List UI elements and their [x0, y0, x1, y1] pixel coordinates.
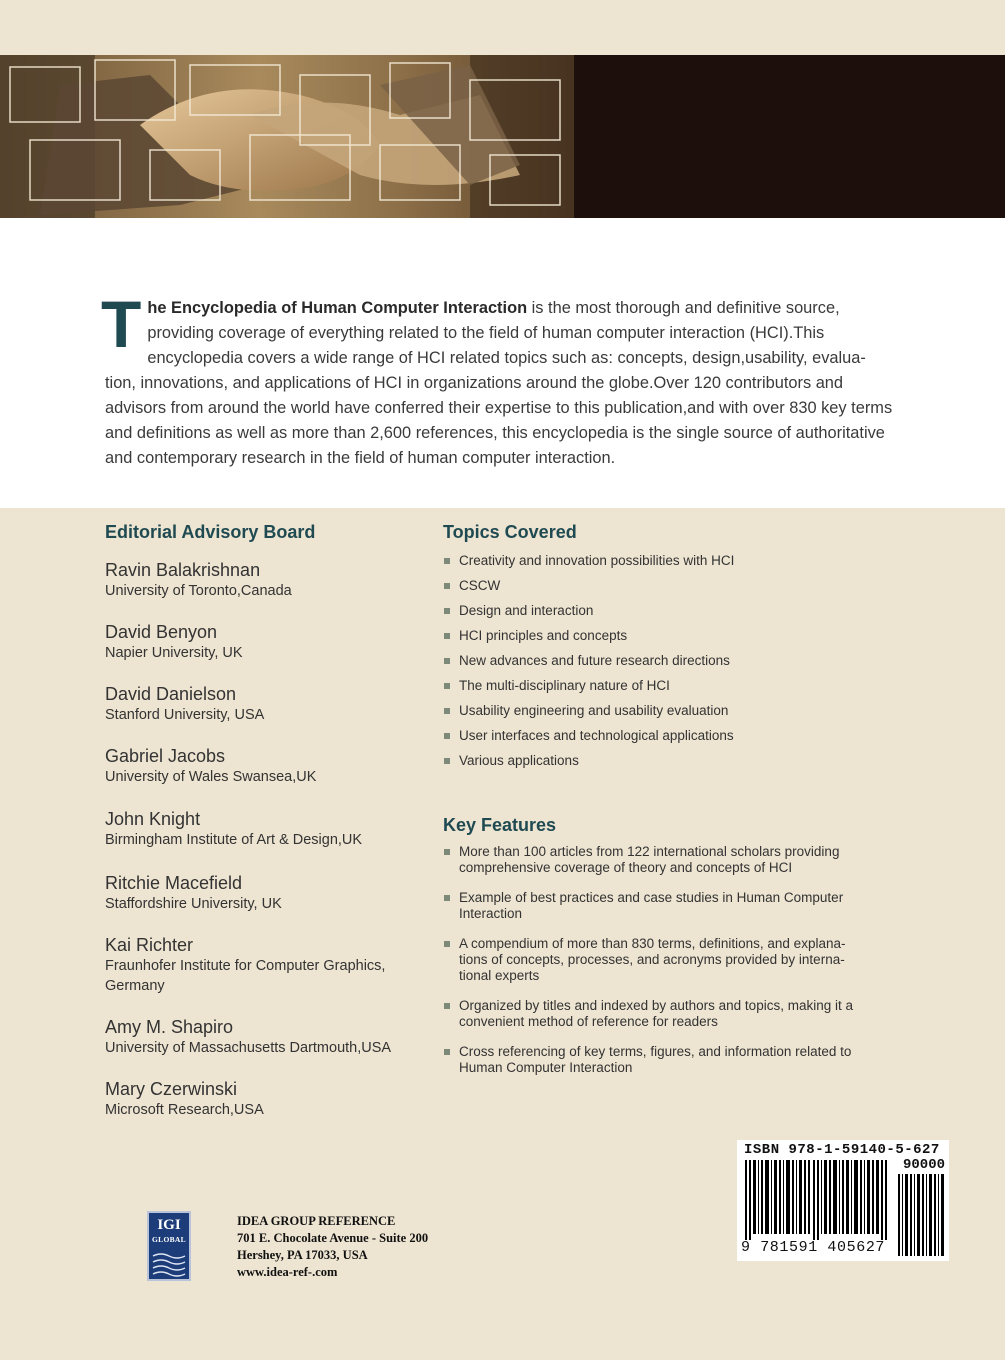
top-margin — [0, 0, 1005, 55]
editorial-board — [105, 522, 425, 1120]
addon-bars — [897, 1174, 945, 1256]
drop-cap: T — [101, 287, 142, 361]
member-name: David Benyon — [105, 622, 218, 642]
board-member — [105, 621, 425, 663]
member-affiliation: University of Toronto,Canada — [105, 583, 292, 599]
member-affiliation: Staffordshire University, UK — [105, 896, 282, 912]
member-name: Amy M. Shapiro — [105, 1017, 234, 1037]
feature-item: Cross referencing of key terms, figures, and information related to Human Computer Interaction — [443, 1044, 868, 1076]
publisher-website[interactable]: www.idea-ref-.com — [237, 1265, 338, 1279]
publisher-name: IDEA GROUP REFERENCE — [237, 1214, 396, 1228]
book-title: he Encyclopedia of Human Computer Interaction — [147, 299, 528, 317]
member-name: Ravin Balakrishnan — [105, 560, 261, 580]
topic-item: HCI principles and concepts — [443, 628, 893, 644]
member-affiliation: Stanford University, USA — [105, 707, 265, 723]
member-affiliation: Fraunhofer Institute for Computer Graphics, Germany — [105, 958, 386, 994]
igi-global-logo — [147, 1211, 191, 1281]
member-name: Kai Richter — [105, 935, 194, 955]
board-member — [105, 872, 425, 914]
intro-body: is the most thorough and definitive source, providing coverage of everything related to the field of human computer interaction (HCI).This encyclopedia covers a wide range of HCI related topics such as: concepts, design,usability, evalua-tion, innovations, and applications of HCI in organizations around the globe.Over 120 contributors and advisors from around the world have conferred their expertise to this publication,and with over 830 key terms and definitions as well as more than 2,600 references, this encyclopedia is the single source of authoritative and contemporary research in the field of human computer interaction. — [105, 299, 893, 467]
board-member — [105, 683, 425, 725]
feature-item: More than 100 articles from 122 international scholars providing comprehensive coverage of theory and concepts of HCI — [443, 844, 868, 876]
topic-item: New advances and future research directions — [443, 653, 893, 669]
topic-item: User interfaces and technological applications — [443, 728, 893, 744]
barcode-addon: 90000 — [902, 1157, 945, 1173]
member-affiliation: Microsoft Research,USA — [105, 1102, 264, 1118]
member-name: Gabriel Jacobs — [105, 746, 226, 766]
isbn-text: ISBN 978-1-59140-5-627 — [744, 1142, 940, 1158]
topic-item: Various applications — [443, 753, 893, 769]
barcode-bars — [743, 1160, 893, 1240]
member-affiliation: University of Massachusetts Dartmouth,USA — [105, 1040, 392, 1056]
board-member — [105, 934, 425, 996]
features-title: Key Features — [443, 815, 557, 835]
topic-item: CSCW — [443, 578, 893, 594]
member-name: John Knight — [105, 809, 201, 829]
topic-item: Usability engineering and usability evaluation — [443, 703, 893, 719]
topics-title: Topics Covered — [443, 522, 577, 542]
topic-item: Design and interaction — [443, 603, 893, 619]
feature-item: A compendium of more than 830 terms, definitions, and explana-tions of concepts, processes, and acronyms provided by interna-tional experts — [443, 936, 868, 984]
board-member — [105, 745, 425, 787]
member-affiliation: University of Wales Swansea,UK — [105, 769, 317, 785]
publisher-address-line2: Hershey, PA 17033, USA — [237, 1248, 368, 1262]
topic-item: The multi-disciplinary nature of HCI — [443, 678, 893, 694]
intro-paragraph — [101, 287, 895, 471]
publisher-address-line1: 701 E. Chocolate Avenue - Suite 200 — [237, 1231, 429, 1245]
cover-banner — [0, 55, 1005, 218]
feature-item: Organized by titles and indexed by authors and topics, making it a convenient method of reference for readers — [443, 998, 868, 1030]
board-member — [105, 1078, 425, 1120]
isbn-barcode — [737, 1140, 949, 1261]
barcode-digits: 9 781591 405627 — [741, 1239, 886, 1256]
board-title: Editorial Advisory Board — [105, 522, 316, 542]
logo-text-line2: GLOBAL — [152, 1235, 186, 1244]
member-name: Mary Czerwinski — [105, 1079, 238, 1099]
logo-wave-icon — [152, 1251, 186, 1277]
topics-covered — [443, 522, 893, 769]
member-name: David Danielson — [105, 684, 237, 704]
feature-item: Example of best practices and case studies in Human Computer Interaction — [443, 890, 868, 922]
board-member — [105, 559, 425, 601]
logo-text-line1: IGI — [157, 1217, 181, 1233]
member-affiliation: Birmingham Institute of Art & Design,UK — [105, 832, 363, 848]
member-name: Ritchie Macefield — [105, 873, 243, 893]
key-features — [443, 815, 893, 1076]
topic-item: Creativity and innovation possibilities with HCI — [443, 553, 893, 569]
publisher-info — [237, 1213, 428, 1281]
member-affiliation: Napier University, UK — [105, 645, 243, 661]
board-member — [105, 1016, 425, 1058]
board-member — [105, 808, 425, 850]
handshake-photo — [0, 55, 574, 218]
